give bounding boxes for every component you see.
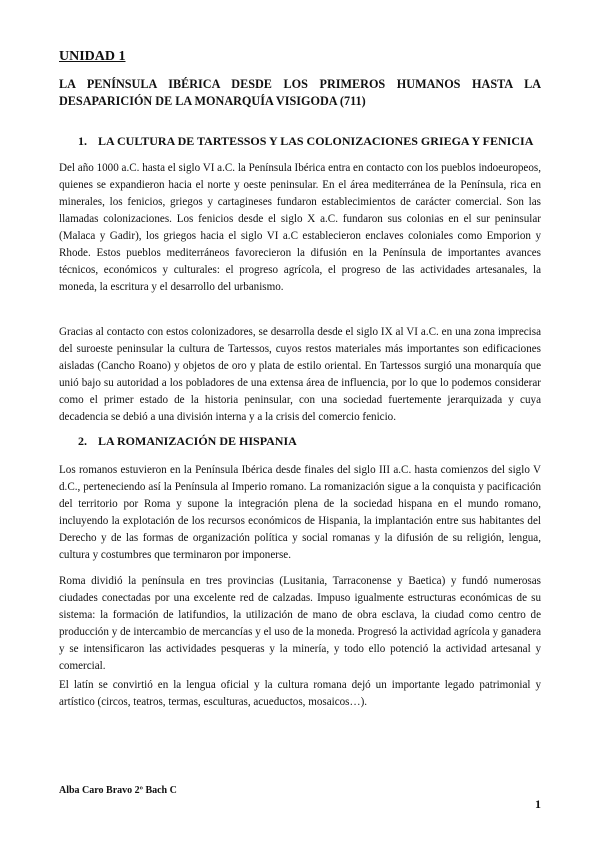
page-number: 1 bbox=[535, 797, 541, 811]
paragraph: Los romanos estuvieron en la Península Ibérica desde finales del siglo III a.C. hasta comienzos del siglo V d.C., perteneciendo así la Península al Imperio romano. La romanización sigue a la conquista y pacificación del territorio por Roma y supone la integración plena de la sociedad hispana en el mundo romano, incluyendo la explotación de los recursos económicos de Hispania, la implantación entre sus habitantes del Derecho y de las formas de organización política y social romanas y la difusión de su religión, lengua, cultura y costumbres que terminaron por imponerse. bbox=[59, 464, 541, 561]
main-title: LA PENÍNSULA IBÉRICA DESDE LOS PRIMEROS HUMANOS HASTA LA DESAPARICIÓN DE LA MONARQUÍA VISIGODA (711) bbox=[59, 77, 541, 108]
paragraph: Roma dividió la península en tres provincias (Lusitania, Tarraconense y Baetica) y fundó numerosas ciudades conectadas por una excelente red de calzadas. Impuso igualmente estructuras económicas de su sistema: la formación de latifundios, la utilización de mano de obra esclava, la ciudad como centro de producción y de intercambio de mercancías y el uso de la moneda. Progresó la actividad agrícola y ganadera y se intensificaron las actividades pesqueras y la minería, y todo ello potenció la actividad artesanal y comercial. bbox=[59, 575, 541, 672]
section-title: LA CULTURA DE TARTESSOS Y LAS COLONIZACIONES GRIEGA Y FENICIA bbox=[98, 134, 534, 148]
section-number: 1. bbox=[78, 134, 87, 148]
footer-author: Alba Caro Bravo 2º Bach C bbox=[59, 785, 177, 796]
section-title: LA ROMANIZACIÓN DE HISPANIA bbox=[98, 434, 297, 448]
section-heading-2 bbox=[78, 434, 297, 449]
section-heading-1 bbox=[78, 134, 533, 149]
unit-label: UNIDAD 1 bbox=[59, 49, 126, 64]
paragraph: Gracias al contacto con estos colonizadores, se desarrolla desde el siglo IX al VI a.C. en una zona imprecisa del suroeste peninsular la cultura de Tartessos, cuyos restos materiales más importantes son edificaciones aisladas (Cancho Roano) y objetos de oro y plata de estilo oriental. En Tartessos surgió una monarquía que unió bajo su autoridad a los pobladores de una extensa área de influencia, por lo que lo podemos considerar como el primer estado de la historia peninsular, con una sociedad fuertemente jerarquizada y cuya decadencia se debió a una división interna y a la crisis del comercio fenicio. bbox=[59, 326, 541, 423]
section-number: 2. bbox=[78, 434, 87, 448]
paragraph: Del año 1000 a.C. hasta el siglo VI a.C. la Península Ibérica entra en contacto con los pueblos indoeuropeos, quienes se expandieron hacia el norte y oeste peninsular. En el área mediterránea de la Península, rica en minerales, los fenicios, griegos y cartagineses fundaron establecimientos de carácter comercial. Son las llamadas colonizaciones. Los fenicios desde el siglo X a.C. fundaron sus colonias en el sur peninsular (Malaca y Gadir), los griegos hacia el siglo VI a.C establecieron enclaves coloniales como Emporion y Rhode. Estos pueblos mediterráneos favorecieron la difusión en la Península de importantes avances técnicos, económicos y culturales: el progreso agrícola, el progreso de las actividades artesanales, la moneda, la escritura y el desarrollo del urbanismo. bbox=[59, 162, 541, 293]
paragraph: El latín se convirtió en la lengua oficial y la cultura romana dejó un importante legado patrimonial y artístico (circos, teatros, termas, esculturas, acueductos, mosaicos…). bbox=[59, 679, 541, 708]
